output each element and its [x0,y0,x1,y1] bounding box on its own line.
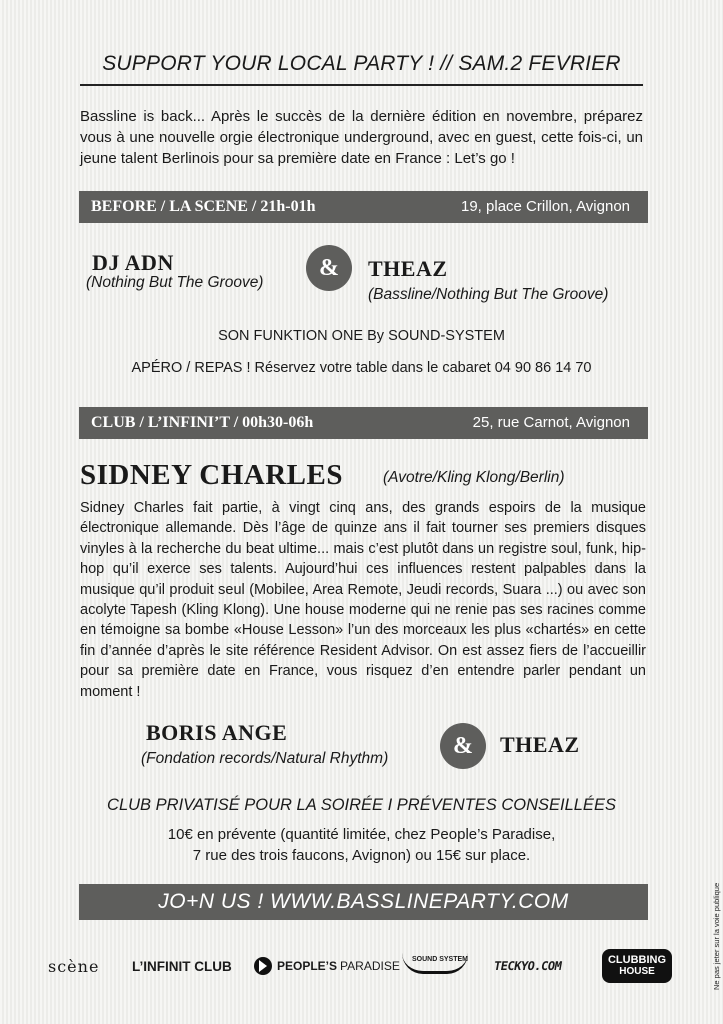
artist-dj-adn-label: (Nothing But The Groove) [86,274,264,291]
headliner-name: SIDNEY CHARLES [80,459,343,491]
artist-boris-ange-label: (Fondation records/Natural Rhythm) [141,750,389,767]
sound-system-wave-icon [402,953,468,974]
club-bar [79,407,648,439]
headliner-bio: Sidney Charles fait partie, à vingt cinq ans, des grands espoirs de la musique électronique allemande. Dès l’âge de quinze ans il fait tourner ses premiers disques vinyles à la recherche du beat ultime... mais c’est plutôt dans un registre soul, funk, hip-hop qu’il exerce ses talents. Aujourd’hui ces influences restent palpables dans la musique qu’il produit seul (Mobilee, Area Remote, Jeudi records, Suara ...) ou avec son acolyte Tapesh (Kling Klong). Une house moderne qui ne renie pas ses racines comme en témoigne sa bombe «House Lesson» l’un des morceaux les plus «chartés» en cette fin d’année d’après le site référence Resident Advisor. On est assez fiers de l’accueillir pour sa première date en France, vous risquez d’en entendre parler pendant un moment ! [80,500,646,700]
before-bar [79,191,648,223]
apero-line: APÉRO / REPAS ! Réservez votre table dans le cabaret 04 90 86 14 70 [131,360,592,376]
club-bar-title: CLUB / L’INFINI’T / 00h30-06h [91,414,314,431]
ampersand-badge-club: & [440,723,486,769]
logo-infinit-club [132,938,232,994]
prices-block [80,824,643,866]
logo-peoples-text: PEOPLE’S [277,959,338,973]
sponsor-logos [46,938,686,994]
headline: SUPPORT YOUR LOCAL PARTY ! // SAM.2 FEVRIER [80,52,643,86]
logo-sound-system-text: SOUND SYSTEM [412,955,469,963]
prices-line-1: 10€ en prévente (quantité limitée, chez People’s Paradise, [167,826,556,843]
logo-clubbing-house [602,938,672,994]
logo-teckyo [494,938,561,994]
before-bar-title: BEFORE / LA SCENE / 21h-01h [91,198,316,215]
prices-line-2: 7 rue des trois faucons, Avignon) ou 15€ sur place. [192,847,531,864]
logo-infinit-club-text: L’INFINIT CLUB [132,958,232,974]
intro-paragraph: Bassline is back... Après le succès de la dernière édition en novembre, préparez vous à une nouvelle orgie électronique underground, avec en guest, cette fois-ci, un jeune talent Berlinois pour sa première date en France : Let’s go ! [80,108,643,167]
logo-la-scene-text: scène [48,956,100,976]
vertical-disclaimer: Ne pas jeter sur la voie publique [712,882,721,990]
artist-theaz-club: THEAZ [500,732,580,757]
peoples-paradise-icon [254,957,272,975]
club-bar-address: 25, rue Carnot, Avignon [472,414,630,431]
website-banner: JO+N US ! WWW.BASSLINEPARTY.COM [79,884,648,920]
logo-la-scene [48,938,99,994]
artist-boris-ange: BORIS ANGE [146,720,288,745]
sound-system-line: SON FUNKTION ONE By SOUND-SYSTEM [218,328,505,344]
logo-teckyo-text: TECKYO.COM [492,959,563,973]
logo-house-text: HOUSE [619,966,655,977]
artist-theaz-before: THEAZ [368,256,448,281]
logo-sound-system [402,938,468,994]
logo-clubbing-text: CLUBBING [607,954,667,966]
artist-dj-adn: DJ ADN [92,250,174,275]
logo-peoples-paradise [254,938,400,994]
before-bar-address: 19, place Crillon, Avignon [461,198,630,215]
logo-paradise-text: PARADISE [340,959,400,973]
clubbing-house-badge [602,949,672,983]
club-info-line: CLUB PRIVATISÉ POUR LA SOIRÉE I PRÉVENTES CONSEILLÉES [107,796,616,814]
headliner-label: (Avotre/Kling Klong/Berlin) [383,469,565,486]
ampersand-badge: & [306,245,352,291]
artist-theaz-before-label: (Bassline/Nothing But The Groove) [368,286,609,303]
